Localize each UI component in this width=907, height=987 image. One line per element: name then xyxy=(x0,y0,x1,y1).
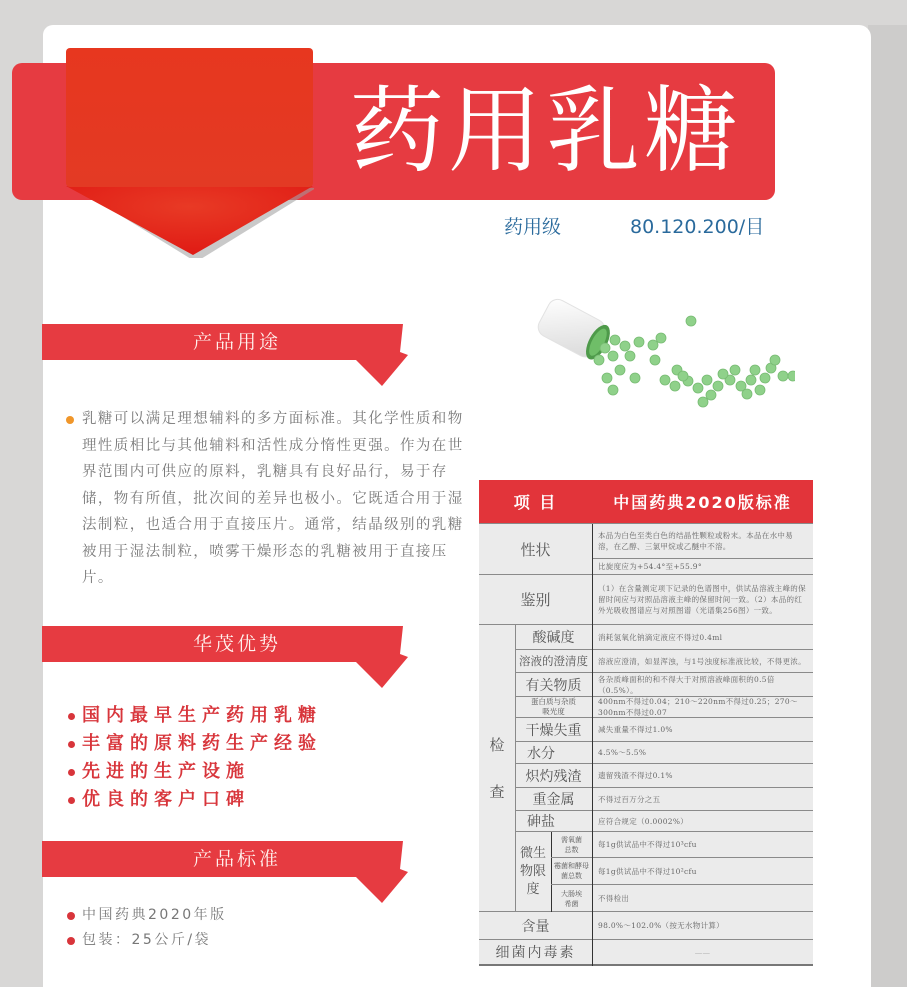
row-label: 细菌内毒素 xyxy=(495,945,576,961)
bullet-icon xyxy=(66,416,74,424)
table-row xyxy=(515,673,813,697)
standard-item: 包装：25公斤/袋 xyxy=(66,928,227,953)
row-value: 每1g供试品中不得过10³cfu xyxy=(598,840,697,849)
group-label-char: 检 xyxy=(489,736,505,754)
section-title: 产品标准 xyxy=(192,848,281,870)
table-row xyxy=(479,524,813,575)
section-title: 产品用途 xyxy=(192,331,281,353)
table-header-row xyxy=(479,480,813,524)
table-row xyxy=(515,742,813,764)
row-value: 比旋度应为+54.4°至+55.9° xyxy=(598,562,702,571)
row-label: 重金属 xyxy=(532,792,575,808)
table-row xyxy=(515,697,813,718)
row-label: 砷盐 xyxy=(527,814,555,830)
table-row xyxy=(515,650,813,673)
row-label: 有关物质 xyxy=(525,677,582,694)
table-row xyxy=(479,940,813,966)
row-label: 含量 xyxy=(521,918,550,935)
row-value: 4.5%～5.5% xyxy=(598,748,647,757)
microbial-group xyxy=(515,832,813,912)
section-banner-standard xyxy=(42,841,412,905)
row-value: 应符合规定（0.0002%） xyxy=(598,816,689,826)
tests-group-label xyxy=(479,625,515,911)
row-label: 性状 xyxy=(520,540,551,559)
row-label: 干燥失重 xyxy=(525,722,582,739)
advantage-item: 国内最早生产药用乳糖 xyxy=(66,702,322,730)
spec-table xyxy=(479,480,813,966)
advantages-list xyxy=(66,702,322,814)
section-title: 华茂优势 xyxy=(192,633,281,655)
table-row xyxy=(479,912,813,940)
row-label: 大肠埃希菌 xyxy=(561,889,582,908)
row-value: 溶液应澄清，如显浑浊，与1号浊度标准液比较，不得更浓。 xyxy=(598,656,806,666)
row-value: 各杂质峰面积的和不得大于对照溶液峰面积的0.5倍（0.5%）。 xyxy=(598,674,775,695)
ribbon-tag-icon xyxy=(66,48,314,258)
advantage-item: 先进的生产设施 xyxy=(66,758,322,786)
row-label: 溶液的澄清度 xyxy=(519,654,588,668)
background-shadow xyxy=(868,25,907,987)
standard-list xyxy=(66,903,227,953)
row-value: 不得过百万分之五 xyxy=(598,794,661,804)
table-row xyxy=(515,764,813,788)
usage-text: 乳糖可以满足理想辅料的多方面标准。其化学性质和物理性质相比与其他辅料和活性成分惰性更强。作为在世界范围内可供应的原料，乳糖具有良好品行，易于存储，物有所值，批次间的差异也极小。它既适合用于湿法制粒，也适合用于直接压片。通常，结晶级别的乳糖被用于湿法制粒，喷雾干燥形态的乳糖被用于直接压片。 xyxy=(82,411,464,586)
column-divider xyxy=(592,524,593,966)
header-standard: 中国药典2020版标准 xyxy=(613,493,792,512)
table-row xyxy=(551,832,813,858)
section-banner-advantages xyxy=(42,626,412,690)
row-label: 蛋白质与杂质吸光度 xyxy=(531,697,576,716)
standard-item: 中国药典2020年版 xyxy=(66,903,227,928)
advantage-item: 优良的客户口碑 xyxy=(66,786,322,814)
row-value: 遗留残渣不得过0.1% xyxy=(598,771,673,780)
row-value: 减失重量不得过1.0% xyxy=(598,725,673,734)
table-row xyxy=(515,811,813,832)
row-label: 需氧菌总数 xyxy=(561,835,582,854)
row-label: 炽灼残渣 xyxy=(525,768,582,785)
product-title: 药用乳糖 xyxy=(350,77,743,186)
row-value: 400nm不得过0.04；210～220nm不得过0.25；270～300nm不得过0.07 xyxy=(598,697,798,717)
pill-bottle-image xyxy=(535,290,795,420)
table-row xyxy=(515,718,813,742)
row-value: 98.0%～102.0%（按无水物计算） xyxy=(598,921,724,930)
table-row xyxy=(479,575,813,625)
product-mesh-size: 80.120.200/目 xyxy=(630,216,765,238)
table-row xyxy=(515,788,813,811)
group-label-char: 查 xyxy=(489,783,505,801)
product-grade: 药用级 xyxy=(504,216,562,238)
usage-paragraph xyxy=(66,406,466,592)
row-value: 每1g供试品中不得过10²cfu xyxy=(598,866,697,876)
row-value: —— xyxy=(694,947,711,957)
row-value: 消耗氢氧化钠滴定液应不得过0.4ml xyxy=(598,632,723,642)
row-value: 本品为白色至类白色的结晶性颗粒或粉末。本品在水中易溶，在乙醇、三氯甲烷或乙醚中不溶。 xyxy=(598,531,793,551)
row-label: 酸碱度 xyxy=(532,630,575,646)
tests-group xyxy=(479,625,813,912)
header-item: 项 目 xyxy=(513,493,558,512)
advantage-item: 丰富的原料药生产经验 xyxy=(66,730,322,758)
row-label: 霉菌和酵母菌总数 xyxy=(554,862,589,880)
table-row xyxy=(515,625,813,650)
microbial-label: 微生物限度 xyxy=(519,846,546,897)
section-banner-usage xyxy=(42,324,412,388)
table-row xyxy=(551,885,813,912)
row-value: 不得检出 xyxy=(598,894,630,903)
row-label: 水分 xyxy=(527,745,555,762)
row-label: 鉴别 xyxy=(520,591,551,609)
table-row xyxy=(551,858,813,885)
row-value: （1）在含量测定项下记录的色谱图中，供试品溶液主峰的保留时间应与对照品溶液主峰的保留时间一致。（2）本品的红外光吸收图谱应与对照图谱（光谱集256图）一致。 xyxy=(598,584,806,615)
